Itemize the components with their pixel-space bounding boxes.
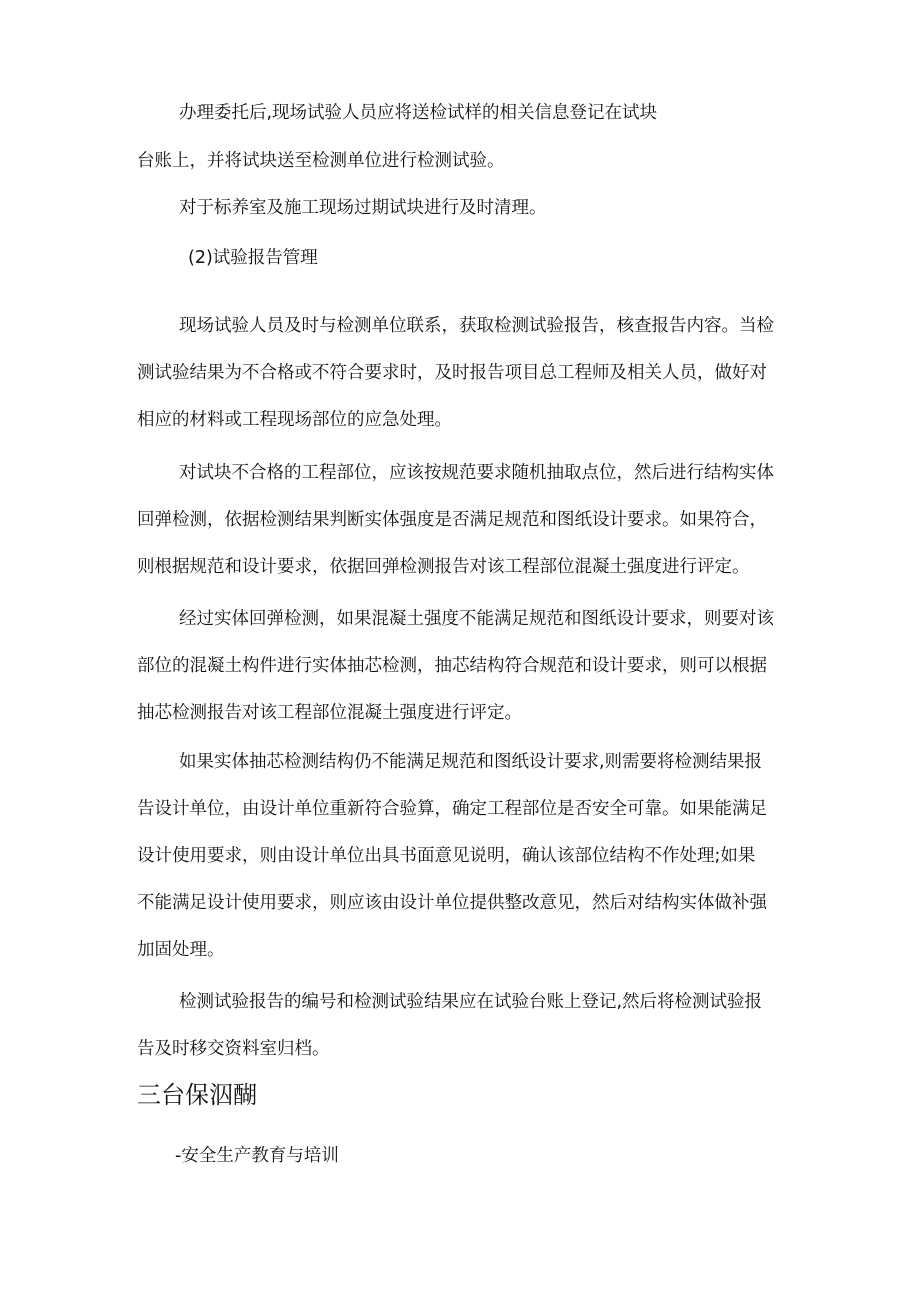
- paragraph-line: 回弹检测，依据检测结果判断实体强度是否满足规范和图纸设计要求。如果符合，: [137, 510, 767, 530]
- paragraph-line: 经过实体回弹检测，如果混凝土强度不能满足规范和图纸设计要求，则要对该: [179, 609, 774, 629]
- paragraph-line: 相应的材料或工程现场部位的应急处理。: [137, 410, 452, 430]
- paragraph-line: 设计使用要求，则由设计单位出具书面意见说明，确认该部位结构不作处理;如果: [137, 846, 756, 866]
- paragraph-line: 测试验结果为不合格或不符合要求时，及时报告项目总工程师及相关人员，做好对: [137, 363, 767, 383]
- paragraph-line: 则根据规范和设计要求，依据回弹检测报告对该工程部位混凝土强度进行评定。: [137, 557, 750, 577]
- paragraph-line: 不能满足设计使用要求，则应该由设计单位提供整改意见，然后对结构实体做补强: [137, 893, 767, 913]
- paragraph-line: 办理委托后,现场试验人员应将送检试样的相关信息登记在试块: [179, 103, 658, 123]
- paragraph-line: 加固处理。: [137, 940, 225, 960]
- section-heading: 三台保泅醐: [137, 1081, 257, 1109]
- paragraph-line: 抽芯检测报告对该工程部位混凝土强度进行评定。: [137, 703, 522, 723]
- subsection-heading: -安全生产教育与培训: [175, 1146, 339, 1166]
- paragraph-line: 现场试验人员及时与检测单位联系，获取检测试验报告，核查报告内容。当检: [179, 316, 774, 336]
- paragraph-line: 部位的混凝土构件进行实体抽芯检测，抽芯结构符合规范和设计要求，则可以根据: [137, 656, 767, 676]
- paragraph-line: 如果实体抽芯检测结构仍不能满足规范和图纸设计要求,则需要将检测结果报: [179, 752, 763, 772]
- paragraph-line: 检测试验报告的编号和检测试验结果应在试验台账上登记,然后将检测试验报: [179, 992, 763, 1012]
- paragraph-line: 告及时移交资料室归档。: [137, 1039, 330, 1059]
- paragraph-line: 对试块不合格的工程部位，应该按规范要求随机抽取点位，然后进行结构实体: [179, 463, 774, 483]
- paragraph-line: 告设计单位，由设计单位重新符合验算，确定工程部位是否安全可靠。如果能满足: [137, 799, 767, 819]
- subsection-heading: (2)试验报告管理: [188, 248, 318, 268]
- paragraph-line: 台账上，并将试块送至检测单位进行检测试验。: [137, 151, 505, 171]
- paragraph-line: 对于标养室及施工现场过期试块进行及时清理。: [179, 198, 547, 218]
